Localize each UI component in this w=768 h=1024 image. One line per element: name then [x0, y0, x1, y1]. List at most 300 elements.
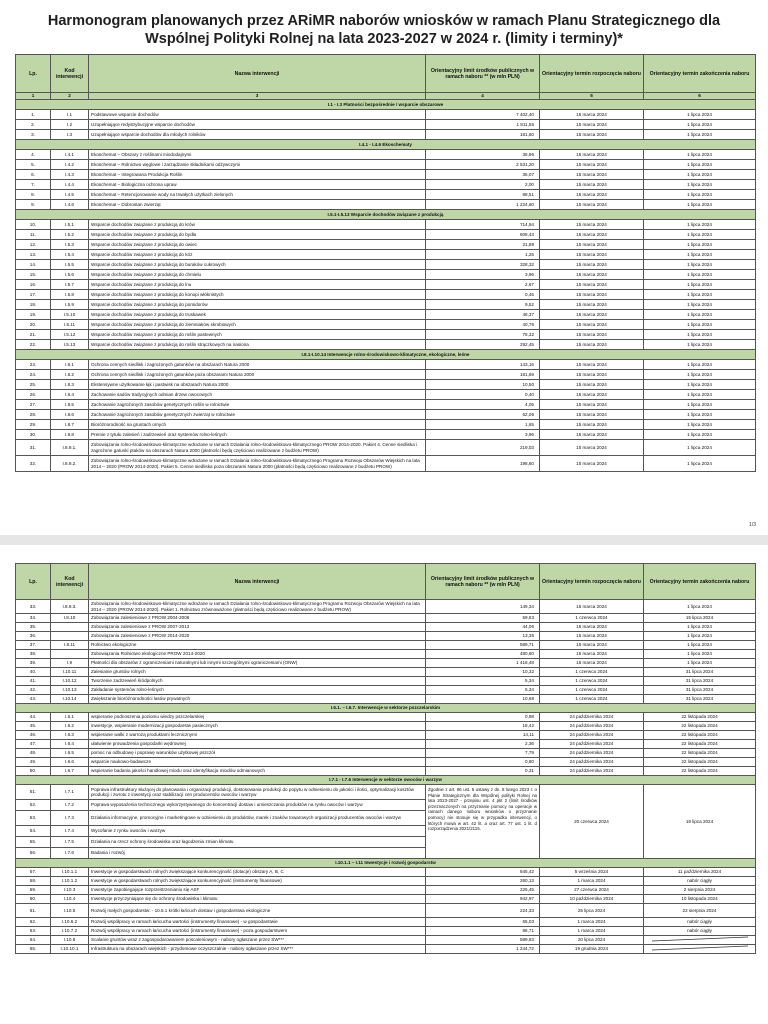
col-number: 3: [89, 93, 426, 100]
table-row: [16, 260, 756, 270]
row-limit: 1 224,60: [426, 200, 540, 210]
row-start: 15 marca 2024: [540, 400, 644, 410]
row-start: 15 marca 2024: [540, 150, 644, 160]
row-end: 1 lipca 2024: [644, 170, 756, 180]
row-lp: 51.: [16, 785, 51, 800]
table-row: [16, 360, 756, 370]
row-end: 1 lipca 2024: [644, 150, 756, 160]
row-kod: I.5.11: [51, 320, 89, 330]
table-row: [16, 220, 756, 230]
row-end: 1 lipca 2024: [644, 300, 756, 310]
row-kod: I.10.4: [51, 895, 89, 904]
row-nazwa: Wsparcie dochodów związane z produkcją do chmielu: [89, 270, 426, 280]
row-start: 15 marca 2024: [540, 340, 644, 350]
row-limit: 480,60: [426, 650, 540, 659]
table-row: [16, 659, 756, 668]
row-limit: 260,13: [426, 877, 540, 886]
row-kod: I.10.5: [51, 904, 89, 918]
row-nazwa: Rozwój małych gospodarstw: - 10.5.1 krótki łańcuch dostaw i gospodarstwa ekologiczne: [89, 904, 426, 918]
row-lp: 56.: [16, 848, 51, 859]
row-end: 1 lipca 2024: [644, 390, 756, 400]
section-header-row: [16, 704, 756, 713]
table-row: [16, 110, 756, 120]
row-end: 31 lipca 2024: [644, 695, 756, 704]
row-nazwa: Uzupełniające redystrybucyjne wsparcie dochodów: [89, 120, 426, 130]
header-nazwa: Nazwa interwencji: [89, 564, 426, 600]
row-kod: I.8.3: [51, 380, 89, 390]
page-number: 1/3: [749, 522, 756, 528]
row-lp: 26.: [16, 390, 51, 400]
table-row: [16, 785, 756, 800]
row-limit: 88,51: [426, 190, 540, 200]
row-nazwa: Zobowiązania zalesieniowe z PROW 2014-2020: [89, 632, 426, 641]
row-lp: 9.: [16, 200, 51, 210]
row-limit: 1 244,72: [426, 945, 540, 954]
row-lp: 30.: [16, 430, 51, 440]
row-limit: 3,96: [426, 270, 540, 280]
row-nazwa: Inwestycje przyczyniające się do ochrony środowiska i klimatu: [89, 895, 426, 904]
row-lp: 60.: [16, 895, 51, 904]
table-row: [16, 740, 756, 749]
table-body-page-1: [16, 100, 756, 472]
table-row: [16, 200, 756, 210]
row-kod: I.6.6: [51, 758, 89, 767]
row-limit: 149,34: [426, 600, 540, 614]
table-row: [16, 430, 756, 440]
row-nazwa: Tworzenie zadrzewień śródpolnych: [89, 677, 426, 686]
row-lp: 61.: [16, 904, 51, 918]
row-kod: I.7.1: [51, 785, 89, 800]
row-kod: I.5.8: [51, 290, 89, 300]
row-lp: 29.: [16, 420, 51, 430]
table-header-row: [16, 564, 756, 600]
strike-line-icon: [650, 945, 750, 951]
row-nazwa: wspieranie walki z warrozą produktami lecznicznymi: [89, 731, 426, 740]
row-end: 1 lipca 2024: [644, 280, 756, 290]
row-nazwa: wsparcie naukowo-badawcze: [89, 758, 426, 767]
row-start: 24 października 2024: [540, 767, 644, 776]
table-row: [16, 722, 756, 731]
row-start: 15 marca 2024: [540, 310, 644, 320]
row-limit: 198,60: [426, 456, 540, 472]
row-end: 1 lipca 2024: [644, 180, 756, 190]
row-kod: I.7.2: [51, 800, 89, 811]
table-row: [16, 440, 756, 456]
table-row: [16, 250, 756, 260]
row-lp: 21.: [16, 330, 51, 340]
row-start: 1 czerwca 2024: [540, 695, 644, 704]
row-end: 19 lipca 2024: [644, 785, 756, 859]
row-start: 15 marca 2024: [540, 320, 644, 330]
row-end: 22 listopada 2024: [644, 758, 756, 767]
row-start: 15 marca 2024: [540, 240, 644, 250]
row-start: 20 czerwca 2024: [540, 785, 644, 859]
row-start: 15 marca 2024: [540, 456, 644, 472]
row-start: 15 marca 2024: [540, 600, 644, 614]
row-end: 1 lipca 2024: [644, 160, 756, 170]
row-lp: 18.: [16, 300, 51, 310]
row-end: 31 lipca 2024: [644, 677, 756, 686]
row-end: 1 lipca 2024: [644, 260, 756, 270]
row-limit: 0,80: [426, 758, 540, 767]
row-kod: I.6.7: [51, 767, 89, 776]
header-start: Orientacyjny termin rozpoczęcia naboru: [540, 564, 644, 600]
row-kod: I.5.7: [51, 280, 89, 290]
row-nazwa: Zachowanie sadów tradycyjnych odmian drzew owocowych: [89, 390, 426, 400]
row-lp: 1.: [16, 110, 51, 120]
row-nazwa: ułatwienie prowadzenia gospodarki wędrownej: [89, 740, 426, 749]
row-kod: I.10.13: [51, 686, 89, 695]
table-row: [16, 270, 756, 280]
row-limit: 1 811,55: [426, 120, 540, 130]
row-nazwa: Wsparcie dochodów związane z produkcją do kóz: [89, 250, 426, 260]
row-end: 15 lipca 2024: [644, 614, 756, 623]
row-limit: 181,60: [426, 130, 540, 140]
row-lp: 2.: [16, 120, 51, 130]
row-start: 27 czerwca 2024: [540, 886, 644, 895]
row-start: 15 marca 2024: [540, 632, 644, 641]
row-lp: 22.: [16, 340, 51, 350]
row-start: 15 marca 2024: [540, 650, 644, 659]
row-lp: 19.: [16, 310, 51, 320]
row-limit: 78,32: [426, 330, 540, 340]
row-end: 1 lipca 2024: [644, 200, 756, 210]
section-header-row: [16, 350, 756, 360]
table-row: [16, 190, 756, 200]
row-kod: I.5.6: [51, 270, 89, 280]
row-start: 19 grudnia 2024: [540, 945, 644, 954]
row-start: 10 października 2024: [540, 895, 644, 904]
row-limit: 714,94: [426, 220, 540, 230]
row-end: 1 lipca 2024: [644, 370, 756, 380]
row-nazwa: Zachowanie zagrożonych zasobów genetycznych zwierząt w rolnictwie: [89, 410, 426, 420]
row-end: 22 listopada 2024: [644, 713, 756, 722]
row-kod: I.5.4: [51, 250, 89, 260]
row-nazwa: Zobowiązania zalesieniowe z PROW 2004-2006: [89, 614, 426, 623]
row-start: 15 marca 2024: [540, 370, 644, 380]
row-nazwa: Ekoschemat – Obszary z roślinami miododajnymi: [89, 150, 426, 160]
row-start: 5 września 2024: [540, 868, 644, 877]
table-row: [16, 758, 756, 767]
row-end: 1 lipca 2024: [644, 290, 756, 300]
header-end: Orientacyjny termin zakończenia naboru: [644, 55, 756, 93]
table-row: [16, 641, 756, 650]
row-start: 15 marca 2024: [540, 160, 644, 170]
row-limit: 2,00: [426, 180, 540, 190]
row-lp: 5.: [16, 160, 51, 170]
row-nazwa: Ochrona cennych siedlisk i zagrożonych gatunków poza obszarami Natura 2000: [89, 370, 426, 380]
row-nazwa: Zakładanie systemów rolno-leśnych: [89, 686, 426, 695]
row-nazwa: Wsparcie dochodów związane z produkcją do pomidorów: [89, 300, 426, 310]
row-limit: 14,11: [426, 731, 540, 740]
row-end: [644, 936, 756, 945]
row-end: 1 lipca 2024: [644, 310, 756, 320]
row-kod: I.6.4: [51, 740, 89, 749]
row-end: 1 lipca 2024: [644, 456, 756, 472]
row-end: 11 października 2024: [644, 868, 756, 877]
row-end: 1 lipca 2024: [644, 440, 756, 456]
row-kod: I.5.2: [51, 230, 89, 240]
section-title: I.6.1. – I.6.7. Interwencje w sektorze pszczelarskim: [16, 704, 756, 713]
row-nazwa: Płatności dla obszarów z ograniczeniami naturalnymi lub innymi szczególnymi ograniczeniami (ONW): [89, 659, 426, 668]
row-nazwa: Ekoschemat – Retencjonowanie wody na trwałych użytkach zielonych: [89, 190, 426, 200]
table-row: [16, 230, 756, 240]
row-lp: 28.: [16, 410, 51, 420]
row-limit: 21,89: [426, 240, 540, 250]
row-lp: 65.: [16, 945, 51, 954]
row-end: 1 lipca 2024: [644, 623, 756, 632]
row-kod: I.7.3: [51, 811, 89, 826]
row-nazwa: Ekstensywne użytkowanie łąk i pastwisk na obszarach Natura 2000: [89, 380, 426, 390]
row-nazwa: Rozwój współpracy w ramach łańcucha wartości (instrumenty finansowe) - w gospodarstwie: [89, 918, 426, 927]
table-row: [16, 456, 756, 472]
table-row: [16, 130, 756, 140]
row-lp: 39.: [16, 659, 51, 668]
row-end: 1 lipca 2024: [644, 320, 756, 330]
table-row: [16, 945, 756, 954]
row-start: 1 czerwca 2024: [540, 614, 644, 623]
row-limit: 10,32: [426, 668, 540, 677]
row-lp: 11.: [16, 230, 51, 240]
row-end: 1 lipca 2024: [644, 270, 756, 280]
row-lp: 50.: [16, 767, 51, 776]
row-kod: I.2: [51, 120, 89, 130]
row-nazwa: Inwestycje w gospodarstwach rolnych zwiększające konkurencyjność (dotacje) obszary A, B, C: [89, 868, 426, 877]
section-header-row: [16, 776, 756, 785]
row-end: 1 lipca 2024: [644, 240, 756, 250]
row-lp: 41.: [16, 677, 51, 686]
col-number: 6: [644, 93, 756, 100]
row-end: 10 listopada 2024: [644, 895, 756, 904]
table-row: [16, 310, 756, 320]
row-nazwa: Ekoschemat – Biologiczna ochrona upraw: [89, 180, 426, 190]
row-end: [644, 945, 756, 954]
row-lp: 52.: [16, 800, 51, 811]
row-lp: 45.: [16, 722, 51, 731]
table-row: [16, 767, 756, 776]
row-end: 1 lipca 2024: [644, 220, 756, 230]
row-limit: 18,42: [426, 722, 540, 731]
row-lp: 43.: [16, 695, 51, 704]
row-limit: 2,67: [426, 280, 540, 290]
table-row: [16, 330, 756, 340]
row-start: 15 marca 2024: [540, 420, 644, 430]
row-lp: 58.: [16, 877, 51, 886]
header-kod: Kod interwencji: [51, 564, 89, 600]
row-limit: 1,65: [426, 420, 540, 430]
header-start: Orientacyjny termin rozpoczęcia naboru: [540, 55, 644, 93]
row-lp: 24.: [16, 370, 51, 380]
row-lp: 23.: [16, 360, 51, 370]
section-title: I.4.1 - I.4.6 Ekoschematy: [16, 140, 756, 150]
row-limit: 2,36: [426, 740, 540, 749]
row-limit: 59,63: [426, 614, 540, 623]
table-row: [16, 410, 756, 420]
row-nazwa: Wsparcie dochodów związane z produkcją do roślin strączkowych na nasiona: [89, 340, 426, 350]
col-number: 5: [540, 93, 644, 100]
row-lp: 16.: [16, 280, 51, 290]
row-start: 15 marca 2024: [540, 430, 644, 440]
row-start: 15 marca 2024: [540, 360, 644, 370]
row-end: 1 lipca 2024: [644, 632, 756, 641]
row-limit: 328,32: [426, 260, 540, 270]
row-end: 1 lipca 2024: [644, 380, 756, 390]
table-row: [16, 614, 756, 623]
row-nazwa: inwestycje, wspieranie modernizacji gospodarstw pasiecznych: [89, 722, 426, 731]
row-end: 1 lipca 2024: [644, 410, 756, 420]
row-end: nabór ciągły: [644, 918, 756, 927]
row-lp: 27.: [16, 400, 51, 410]
table-row: [16, 120, 756, 130]
table-row: [16, 290, 756, 300]
row-limit: 44,06: [426, 623, 540, 632]
row-kod: I.5.5: [51, 260, 89, 270]
row-limit: 40,76: [426, 320, 540, 330]
row-end: 1 lipca 2024: [644, 650, 756, 659]
row-lp: 10.: [16, 220, 51, 230]
section-title: I.10.1.1 – I.11 Inwestycje i rozwój gospodarstw: [16, 859, 756, 868]
row-lp: 6.: [16, 170, 51, 180]
row-end: 1 lipca 2024: [644, 400, 756, 410]
row-kod: I.6.1: [51, 713, 89, 722]
table-row: [16, 380, 756, 390]
row-limit: 86,71: [426, 927, 540, 936]
row-limit: 219,03: [426, 440, 540, 456]
row-nazwa: Inwestycje zapobiegające rozprzestrzenianiu się ASF: [89, 886, 426, 895]
row-limit: 3,96: [426, 430, 540, 440]
header-lp: Lp.: [16, 564, 51, 600]
table-row: [16, 713, 756, 722]
row-lp: 48.: [16, 749, 51, 758]
section-title: I.7.1 - I.7.6 Interwencje w sektorze owoców i warzyw: [16, 776, 756, 785]
row-nazwa: wspieranie podnoszenia poziomu wiedzy pszczelarskiej: [89, 713, 426, 722]
row-kod: [51, 623, 89, 632]
row-start: 1 marca 2024: [540, 927, 644, 936]
row-start: 15 marca 2024: [540, 330, 644, 340]
table-row: [16, 400, 756, 410]
row-lp: 54.: [16, 826, 51, 837]
header-lp: Lp.: [16, 55, 51, 93]
column-number-row: [16, 93, 756, 100]
table-row: [16, 868, 756, 877]
row-end: 22 listopada 2024: [644, 749, 756, 758]
row-nazwa: Badania i rozwój: [89, 848, 426, 859]
header-limit: Orientacyjny limit środków publicznych w ramach naboru ** (w mln PLN): [426, 564, 540, 600]
header-kod: Kod interwencji: [51, 55, 89, 93]
row-kod: I.8.1: [51, 360, 89, 370]
row-start: 15 marca 2024: [540, 170, 644, 180]
row-start: 24 października 2024: [540, 749, 644, 758]
table-row: [16, 695, 756, 704]
row-kod: I.4.6: [51, 200, 89, 210]
table-row: [16, 895, 756, 904]
row-nazwa: Ekoschemat – Integrowana Produkcja Roślin: [89, 170, 426, 180]
row-kod: I.10.1.2: [51, 877, 89, 886]
row-nazwa: Uzupełniające wsparcie dochodów dla młodych rolników: [89, 130, 426, 140]
table-row: [16, 686, 756, 695]
row-limit: 589,63: [426, 936, 540, 945]
row-kod: I.10.7.2: [51, 927, 89, 936]
row-limit: 292,45: [426, 340, 540, 350]
row-limit: 942,97: [426, 895, 540, 904]
row-lp: 25.: [16, 380, 51, 390]
row-lp: 40.: [16, 668, 51, 677]
row-start: 15 marca 2024: [540, 380, 644, 390]
row-lp: 20.: [16, 320, 51, 330]
row-kod: I.10.3: [51, 886, 89, 895]
row-lp: 64.: [16, 936, 51, 945]
row-kod: I.10.6.2: [51, 918, 89, 927]
row-limit: 13,35: [426, 632, 540, 641]
table-row: [16, 927, 756, 936]
row-kod: I.10.11: [51, 668, 89, 677]
row-kod: I.5.3: [51, 240, 89, 250]
row-start: 15 marca 2024: [540, 220, 644, 230]
row-kod: I.8.8: [51, 430, 89, 440]
row-end: 22 listopada 2024: [644, 740, 756, 749]
row-end: 1 lipca 2024: [644, 420, 756, 430]
row-end: 22 listopada 2024: [644, 767, 756, 776]
row-start: 15 marca 2024: [540, 280, 644, 290]
table-row: [16, 340, 756, 350]
row-start: 1 czerwca 2024: [540, 668, 644, 677]
row-lp: 17.: [16, 290, 51, 300]
table-row: [16, 677, 756, 686]
row-start: 15 marca 2024: [540, 180, 644, 190]
row-kod: I.4.1: [51, 150, 89, 160]
table-row: [16, 600, 756, 614]
row-start: 15 marca 2024: [540, 659, 644, 668]
row-end: 22 sierpnia 2024: [644, 904, 756, 918]
row-limit: 35,96: [426, 150, 540, 160]
row-start: 15 marca 2024: [540, 440, 644, 456]
row-nazwa: Wycofanie z rynku owoców i warzyw: [89, 826, 426, 837]
table-row: [16, 170, 756, 180]
table-row: [16, 623, 756, 632]
row-kod: I.8.11: [51, 641, 89, 650]
row-limit: 1,25: [426, 250, 540, 260]
row-nazwa: Zalesianie gruntów rolnych: [89, 668, 426, 677]
table-row: [16, 936, 756, 945]
row-kod: I.10.8: [51, 936, 89, 945]
row-start: 20 lipca 2024: [540, 936, 644, 945]
row-end: 1 lipca 2024: [644, 641, 756, 650]
row-lp: 62.: [16, 918, 51, 927]
row-end: 1 lipca 2024: [644, 110, 756, 120]
row-limit: 4,05: [426, 400, 540, 410]
table-row: [16, 180, 756, 190]
row-nazwa: Wsparcie dochodów związane z produkcją do buraków cukrowych: [89, 260, 426, 270]
section-header-row: [16, 140, 756, 150]
schedule-table-page-1: [15, 54, 756, 472]
row-lp: 44.: [16, 713, 51, 722]
row-start: 1 marca 2024: [540, 877, 644, 886]
table-row: [16, 886, 756, 895]
section-header-row: [16, 100, 756, 110]
row-nazwa: Zobowiązania Rolnictwo ekologiczne PROW 2014-2020: [89, 650, 426, 659]
row-kod: I.8.5: [51, 400, 89, 410]
row-lp: 47.: [16, 740, 51, 749]
row-nazwa: Poprawa infrastruktury służącej do planowania i organizacji produkcji, dostosowania produkcji do popytu w odniesieniu do jakości i ilości, optymalizacji kosztów produkcji i zwrotu z inwestycji oraz stabilizacji cen producentów owoców i warzyw: [89, 785, 426, 800]
row-nazwa: Rolnictwo ekologiczne: [89, 641, 426, 650]
row-kod: I.4.5: [51, 190, 89, 200]
row-end: 1 lipca 2024: [644, 230, 756, 240]
row-start: 15 marca 2024: [540, 110, 644, 120]
row-lp: 14.: [16, 260, 51, 270]
row-lp: 15.: [16, 270, 51, 280]
row-kod: I.9: [51, 659, 89, 668]
row-end: 1 lipca 2024: [644, 600, 756, 614]
